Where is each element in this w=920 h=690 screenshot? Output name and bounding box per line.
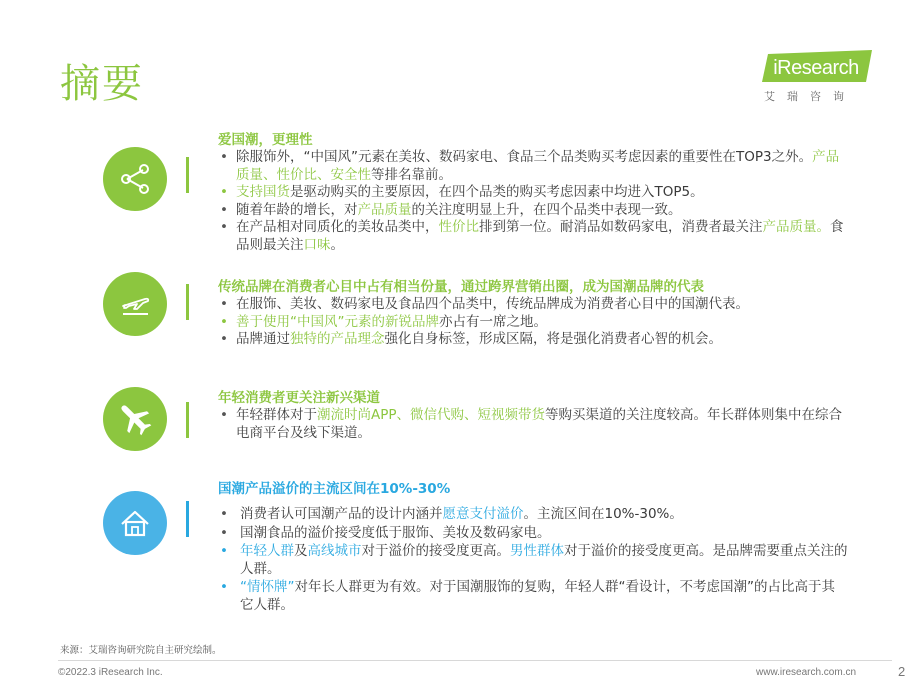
- section-young-consumers: [218, 389, 848, 442]
- list-item: • 随着年龄的增长，对产品质量的关注度明显上升，在四个品类中表现一致。: [218, 202, 848, 220]
- share-icon: [103, 147, 167, 211]
- section-title: 年轻消费者更关注新兴渠道: [218, 390, 380, 406]
- section-title: 传统品牌在消费者心目中占有相当份量，通过跨界营销出圈，成为国潮品牌的代表: [218, 279, 704, 295]
- list-item: • 在服饰、美妆、数码家电及食品四个品类中，传统品牌成为消费者心目中的国潮代表。: [218, 296, 848, 314]
- list-item: • 年轻群体对于潮流时尚APP、微信代购、短视频带货等购买渠道的关注度较高。年长群体则集中在综合电商平台及线下渠道。: [218, 407, 848, 442]
- section-divider: [186, 157, 189, 193]
- section-divider: [186, 501, 189, 537]
- list-item: • 支持国货是驱动购买的主要原因，在四个品类的购买考虑因素中均进入TOP5。: [218, 184, 848, 202]
- section-title: 国潮产品溢价的主流区间在10%-30%: [218, 481, 451, 497]
- list-item: • 年轻人群及高线城市对于溢价的接受度更高。男性群体对于溢价的接受度更高。是品牌需要重点关注的人群。: [218, 543, 848, 578]
- section-patriotic: [218, 131, 848, 254]
- list-item: • 品牌通过独特的产品理念强化自身标签，形成区隔，将是强化消费者心智的机会。: [218, 331, 848, 349]
- list-item: • 在产品相对同质化的美妆品类中，性价比排到第一位。耐消品如数码家电，消费者最关注产品质量。食品则最关注口味。: [218, 219, 848, 254]
- section-divider: [186, 402, 189, 438]
- page-title: 摘要: [60, 61, 144, 107]
- footer-divider: [58, 660, 892, 661]
- logo-text: iResearch: [773, 57, 859, 79]
- logo-subtitle: 艾瑞咨询: [764, 90, 856, 103]
- section-title: 爱国潮，更理性: [218, 132, 313, 148]
- copyright: ©2022.3 iResearch Inc.: [58, 667, 163, 678]
- list-item: • 除服饰外，“中国风”元素在美妆、数码家电、食品三个品类购买考虑因素的重要性在TOP3之外。产品质量、性价比、安全性等排名靠前。: [218, 149, 848, 184]
- website-url: www.iresearch.com.cn: [756, 667, 857, 678]
- source-note: 来源：艾瑞咨询研究院自主研究绘制。: [60, 645, 222, 656]
- list-item: • 国潮食品的溢价接受度低于服饰、美妆及数码家电。: [218, 525, 848, 543]
- section-premium: [218, 480, 848, 615]
- list-item: • 消费者认可国潮产品的设计内涵并愿意支付溢价。主流区间在10%-30%。: [218, 506, 848, 524]
- section-traditional-brands: [218, 278, 848, 349]
- section-divider: [186, 284, 189, 320]
- page-number: 2: [898, 664, 906, 679]
- list-item: • “情怀牌”对年长人群更为有效。对于国潮服饰的复购，年轻人群“看设计，不考虑国潮”的占比高于其它人群。: [218, 579, 848, 614]
- list-item: • 善于使用“中国风”元素的新锐品牌亦占有一席之地。: [218, 314, 848, 332]
- iresearch-logo: [762, 50, 874, 106]
- airplane-icon: [103, 387, 167, 451]
- home-icon: [103, 491, 167, 555]
- airplane-takeoff-icon: [103, 272, 167, 336]
